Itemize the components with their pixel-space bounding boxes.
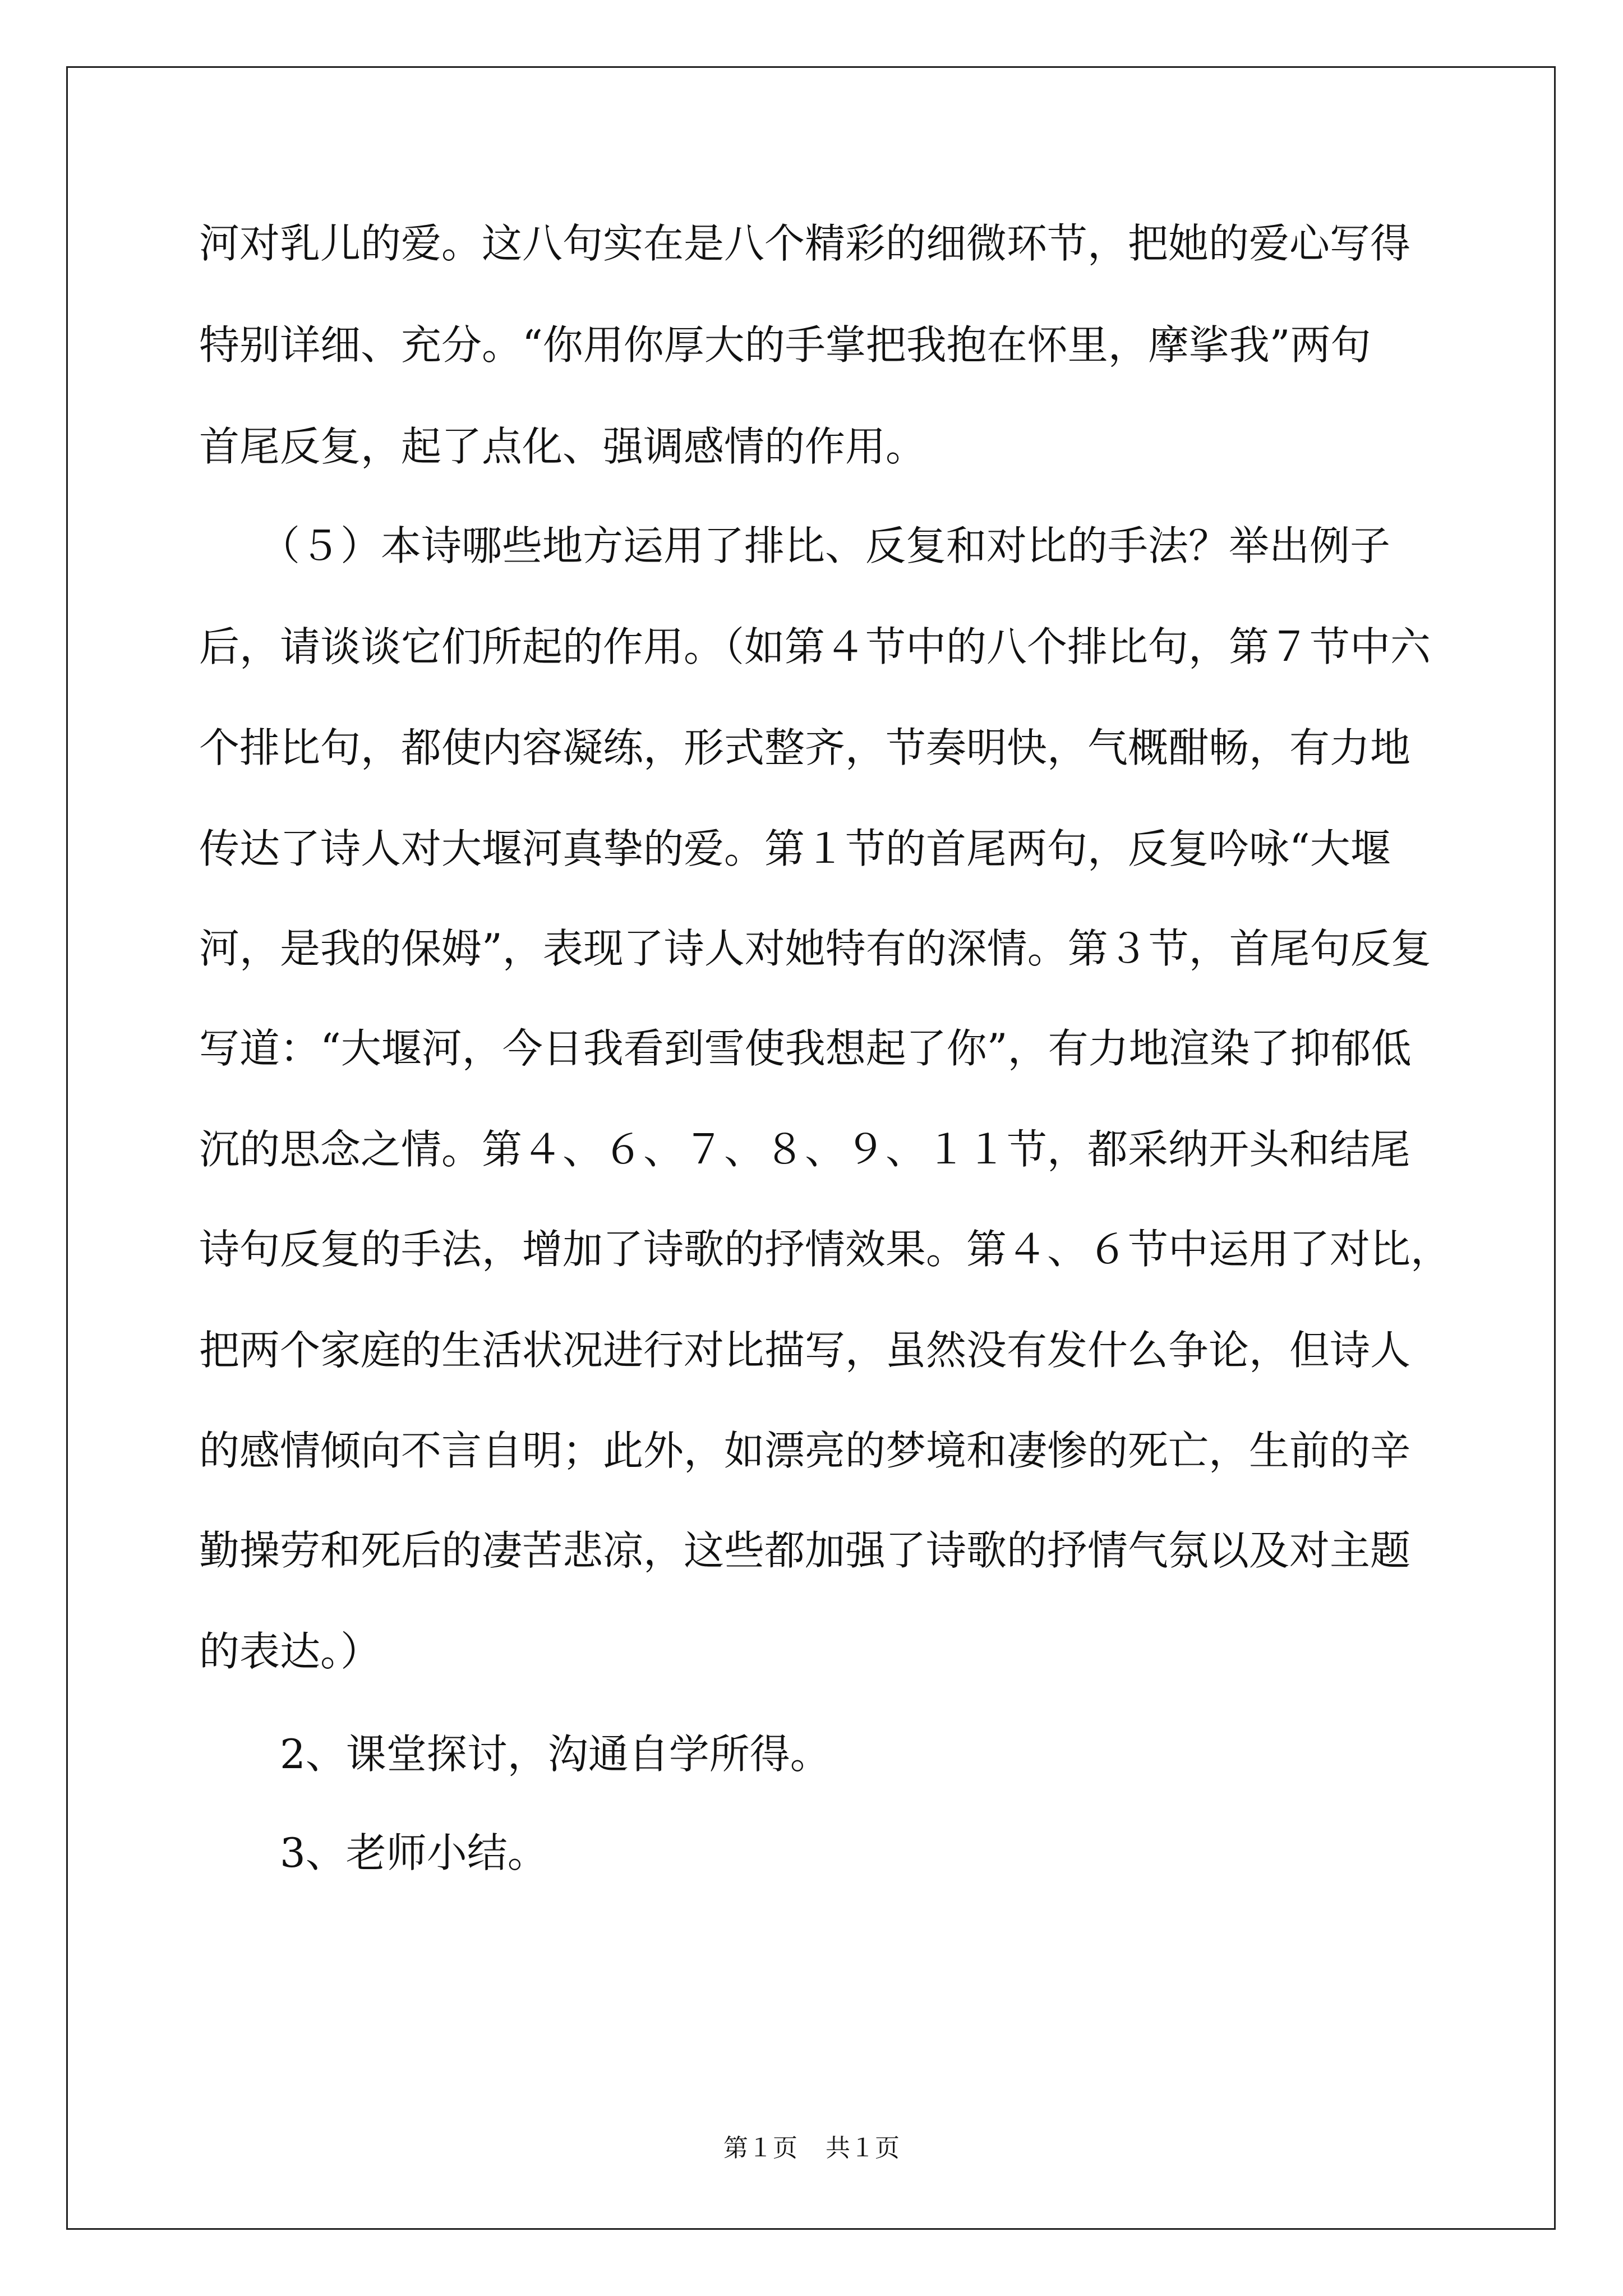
body-line: 把两个家庭的生活状况进行对比描写，虽然没有发什么争论，但诗人 bbox=[199, 1327, 1411, 1374]
body-line: 河，是我的保姆”，表现了诗人对她特有的深情。第３节，首尾句反复 bbox=[199, 925, 1431, 972]
body-line: 勤操劳和死后的凄苦悲凉，这些都加强了诗歌的抒情气氛以及对主题 bbox=[199, 1527, 1411, 1574]
body-line: 的表达。） bbox=[199, 1628, 381, 1675]
body-line: 个排比句，都使内容凝练，形式整齐，节奏明快，气概酣畅，有力地 bbox=[199, 724, 1411, 771]
body-line: 河对乳儿的爱。这八句实在是八个精彩的细微环节，把她的爱心写得 bbox=[199, 220, 1411, 267]
body-line: 后，请谈谈它们所起的作用。（如第４节中的八个排比句，第７节中六 bbox=[199, 623, 1431, 670]
page-number-total: 共１页 bbox=[826, 2134, 900, 2162]
body-line: 传达了诗人对大堰河真挚的爱。第１节的首尾两句，反复吟咏“大堰 bbox=[199, 825, 1391, 872]
body-line: （５）本诗哪些地方运用了排比、反复和对比的手法？举出例子 bbox=[199, 522, 1391, 569]
body-line: 沉的思念之情。第４、６、７、８、９、１１节，都采纳开头和结尾 bbox=[199, 1126, 1411, 1173]
body-line: 的感情倾向不言自明；此外，如漂亮的梦境和凄惨的死亡，生前的辛 bbox=[199, 1427, 1411, 1474]
page-footer bbox=[0, 2132, 1623, 2165]
page-number-current: 第１页 bbox=[723, 2134, 797, 2162]
body-line: 首尾反复，起了点化、强调感情的作用。 bbox=[199, 423, 926, 470]
body-line: 特别详细、充分。“你用你厚大的手掌把我抱在怀里，摩挲我”两句 bbox=[199, 321, 1371, 369]
body-line: 诗句反复的手法，增加了诗歌的抒情效果。第４、６节中运用了对比， bbox=[199, 1226, 1451, 1273]
body-line: 写道：“大堰河，今日我看到雪使我想起了你”，有力地渲染了抑郁低 bbox=[199, 1025, 1412, 1072]
body-line: 2、课堂探讨，沟通自学所得。 bbox=[199, 1731, 831, 1778]
body-line: 3、老师小结。 bbox=[199, 1829, 548, 1876]
